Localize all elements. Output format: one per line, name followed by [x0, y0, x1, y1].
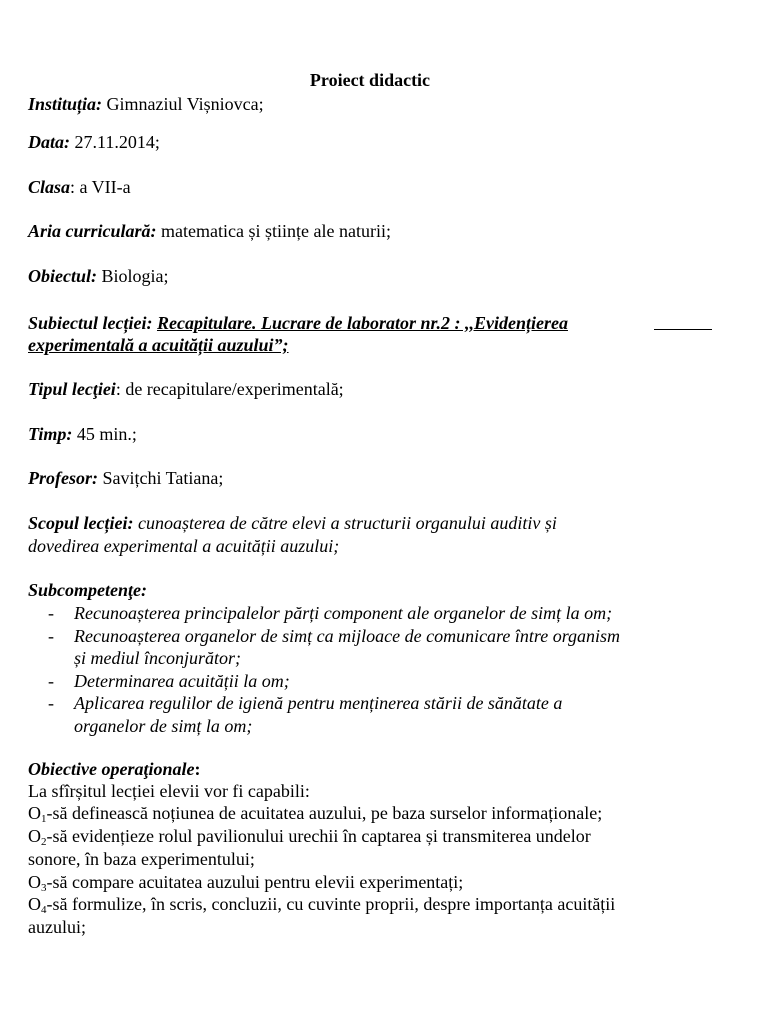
- objective-letter: O: [28, 894, 41, 914]
- objective-text: -să compare acuitatea auzului pentru elevii experimentați;: [46, 872, 464, 892]
- heading-colon: :: [194, 759, 201, 779]
- time-value: 45 min.;: [72, 424, 137, 444]
- lesson-goal-text-cont: dovedirea experimental a acuității auzului;: [28, 536, 340, 556]
- institution-label: Instituția:: [28, 94, 103, 114]
- objective-letter: O: [28, 826, 41, 846]
- class-line: [28, 177, 131, 197]
- dash-bullet: -: [48, 603, 54, 623]
- objective-letter: O: [28, 803, 41, 823]
- operational-objectives-heading: [28, 759, 200, 779]
- objective-line-4-cont: [28, 917, 86, 937]
- subcompetence-text-cont: organelor de simț la om;: [74, 715, 253, 736]
- lesson-goal-line-2: [28, 536, 339, 556]
- document-title: Proiect didactic: [309, 70, 431, 90]
- curricular-area-value: matematica și științe ale naturii;: [156, 221, 391, 241]
- subcompetences-heading: [28, 580, 147, 600]
- subject-value: Biologia;: [97, 266, 169, 286]
- subcompetences-heading-text: Subcompetenţe:: [28, 580, 147, 600]
- date-value: 27.11.2014;: [70, 132, 160, 152]
- operational-objectives-heading-text: Obiective operaţionale: [28, 759, 195, 779]
- objective-text: -să definească noțiunea de acuitatea auzului, pe baza surselor informaționale;: [46, 803, 603, 823]
- list-item: [28, 670, 728, 693]
- lesson-subject-label: Subiectul lecției:: [28, 313, 153, 333]
- subcompetence-text: Determinarea acuității la om;: [74, 670, 290, 691]
- objective-text-cont: auzului;: [28, 917, 86, 937]
- subcompetence-text-cont: și mediul înconjurător;: [74, 648, 241, 668]
- underline-filler: [654, 329, 712, 330]
- lesson-subject-title-cont: experimentală a acuității auzului”;: [28, 335, 289, 355]
- list-item: [28, 625, 728, 670]
- subcompetence-text: Aplicarea regulilor de igienă pentru menținerea stării de sănătate a: [74, 693, 563, 713]
- subcompetences-list: [28, 602, 728, 737]
- subcompetence-text: Recunoașterea organelor de simț ca mijloace de comunicare între organism: [74, 625, 621, 646]
- objective-line-4: [28, 894, 615, 914]
- objective-line-3: [28, 872, 463, 892]
- date-line: [28, 132, 160, 152]
- teacher-label: Profesor:: [28, 468, 98, 488]
- objective-index: 4: [41, 904, 47, 916]
- objective-text-cont: sonore, în baza experimentului;: [28, 849, 255, 869]
- subcompetence-text: Recunoașterea principalelor părți component ale organelor de simț la om;: [74, 603, 613, 623]
- lesson-type-label: Tipul lecţiei: [28, 379, 116, 399]
- objective-index: 3: [41, 882, 47, 894]
- objective-text: -să formulize, în scris, concluzii, cu cuvinte proprii, despre importanța acuității: [46, 894, 616, 914]
- objective-index: 1: [41, 813, 47, 825]
- subject-label: Obiectul:: [28, 266, 97, 286]
- institution-line: [28, 94, 264, 114]
- lesson-type-value: : de recapitulare/experimentală;: [115, 379, 344, 399]
- time-line: [28, 424, 137, 444]
- lesson-subject-title: Recapitulare. Lucrare de laborator nr.2 : ,,Evidențierea: [156, 313, 568, 333]
- objective-letter: O: [28, 872, 41, 892]
- objective-text: -să evidențieze rolul pavilionului urechii în captarea și transmiterea undelor: [46, 826, 591, 846]
- teacher-value: Savițchi Tatiana;: [98, 468, 224, 488]
- lesson-subject-line-1: [28, 313, 712, 333]
- list-item: [28, 602, 728, 625]
- date-label: Data:: [28, 132, 70, 152]
- institution-value: Gimnaziul Vișniovca;: [102, 94, 264, 114]
- curricular-area-line: [28, 221, 391, 241]
- subject-line: [28, 266, 169, 286]
- objective-line-2: [28, 826, 591, 846]
- lesson-goal-label: Scopul lecției:: [28, 513, 134, 533]
- time-label: Timp:: [28, 424, 73, 444]
- curricular-area-label: Aria curriculară:: [28, 221, 157, 241]
- dash-bullet: -: [48, 670, 54, 691]
- teacher-line: [28, 468, 223, 488]
- objectives-intro-text: La sfîrșitul lecției elevii vor fi capabili:: [28, 781, 310, 801]
- lesson-subject-line-2: [28, 335, 289, 355]
- dash-bullet: -: [48, 625, 54, 646]
- objective-line-1: [28, 803, 602, 823]
- dash-bullet: -: [48, 693, 54, 713]
- objectives-intro: [28, 781, 310, 801]
- class-label: Clasa: [28, 177, 71, 197]
- list-item: [28, 692, 728, 737]
- objective-line-2-cont: [28, 849, 255, 869]
- lesson-type-line: [28, 379, 344, 399]
- lesson-goal-text: cunoașterea de către elevi a structurii organului auditiv și: [133, 513, 557, 533]
- objective-index: 2: [41, 836, 47, 848]
- class-value: : a VII-a: [70, 177, 131, 197]
- lesson-goal-line-1: [28, 513, 557, 533]
